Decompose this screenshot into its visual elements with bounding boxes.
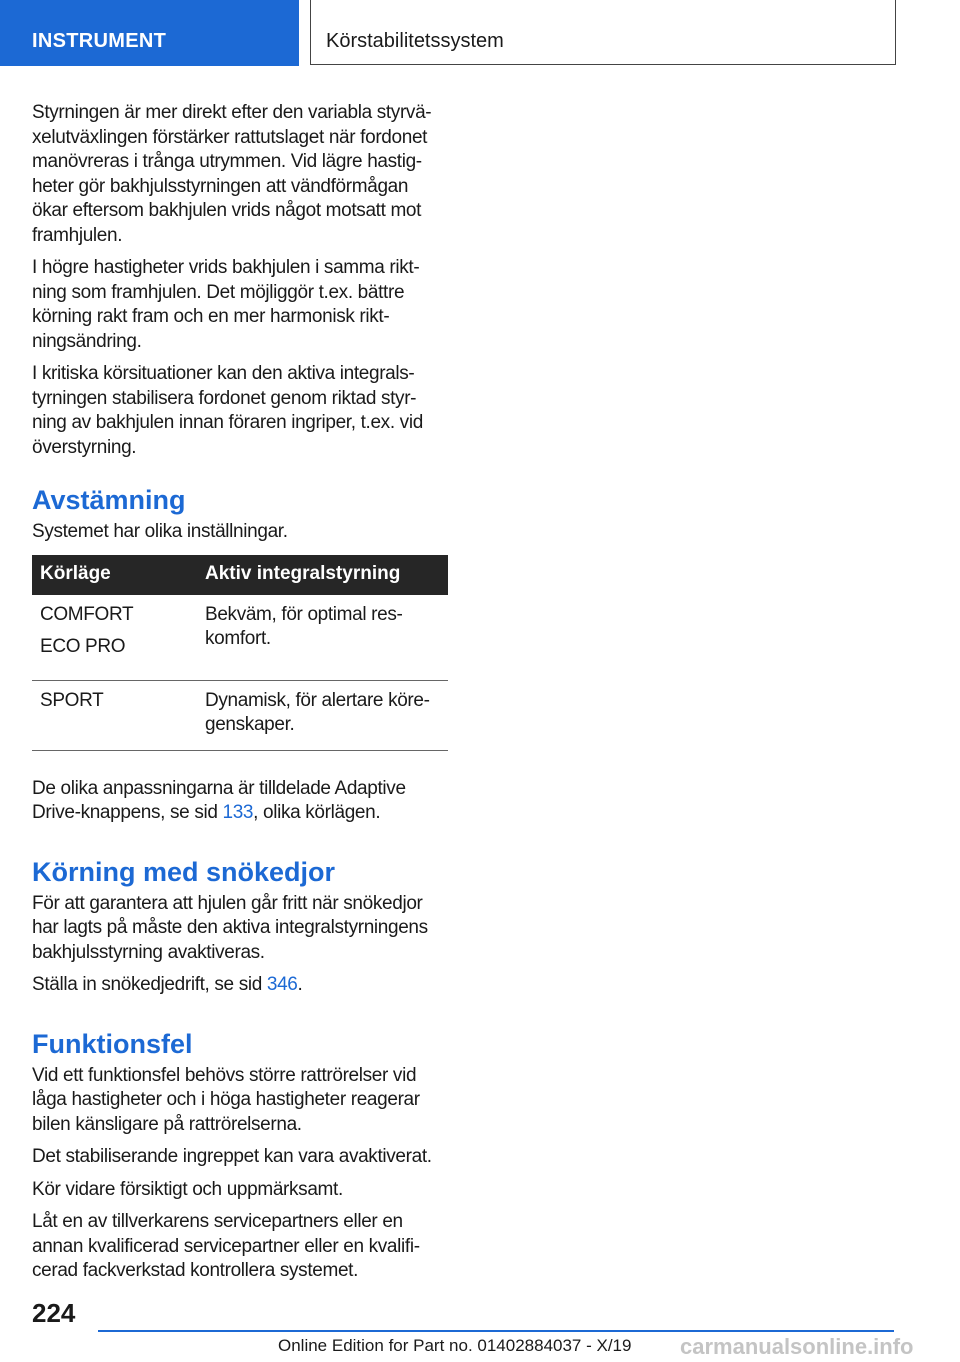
fault-paragraph-1: Vid ett funktionsfel behövs större rattrörelser vid låga hastigheter och i höga hastigheter reagerar bilen känsligare på rattrörelserna. (32, 1064, 420, 1135)
table-row (32, 595, 448, 681)
snow-text-end: . (297, 974, 303, 995)
intro-paragraph-1: Styrningen är mer direkt efter den variabla styrvä-xelutväxlingen förstärker rattutslaget när fordonet manövreras i trånga utrymmen. Vid lägre hastig-heter gör bakhjulsstyrningen att vändförmågan ökar eftersom bakhjulen vrids något motsatt mot framhjulen. (32, 102, 432, 246)
watermark: carmanualsonline.info (680, 1334, 914, 1359)
tuning-intro: Systemet har olika inställningar. (32, 521, 288, 542)
table-row (32, 680, 448, 750)
snow-text: Ställa in snökedjedrift, se sid (32, 974, 267, 995)
tuning-after-paragraph (32, 777, 448, 826)
tuning-after-text: De olika anpassningarna är tilldelade Adaptive Drive-knappens, se sid (32, 777, 406, 823)
heading-malfunction: Funktionsfel (32, 1028, 193, 1059)
main-content (32, 101, 448, 1292)
page-footer (0, 1290, 960, 1362)
column-header-mode: Körläge (32, 555, 197, 595)
snow-paragraph-1: För att garantera att hjulen går fritt när snökedjor har lagts på måste den aktiva integralstyrningens bakhjulsstyrning avaktiveras. (32, 892, 428, 963)
intro-paragraph-3: I kritiska körsituationer kan den aktiva integrals-tyrningen stabilisera fordonet genom riktad styr-ning av bakhjulen innan föraren ingriper, t.ex. vid överstyrning. (32, 363, 423, 458)
edition-text: Online Edition for Part no. 01402884037 - X/19 (278, 1336, 632, 1355)
footer-divider (98, 1330, 894, 1332)
page-number: 224 (32, 1298, 76, 1328)
column-header-steering: Aktiv integralstyrning (197, 555, 448, 595)
mode-cell (32, 595, 197, 681)
page-header (0, 0, 960, 66)
chapter-title: Körstabilitetssystem (310, 0, 896, 65)
heading-snow-chains: Körning med snökedjor (32, 856, 336, 887)
mode-cell (32, 680, 197, 750)
tuning-after-text-end: , olika körlägen. (253, 802, 381, 823)
fault-paragraph-2: Det stabiliserande ingreppet kan vara avaktiverat. (32, 1146, 432, 1167)
page-link-346[interactable]: 346 (266, 974, 298, 995)
heading-tuning: Avstämning (32, 485, 186, 515)
mode-eco-pro: ECO PRO (40, 636, 126, 657)
page-link-133[interactable]: 133 (222, 802, 254, 823)
description-cell: Dynamisk, för alertare köre-genskaper. (197, 680, 448, 750)
drive-mode-table (32, 555, 448, 751)
fault-paragraph-4: Låt en av tillverkarens servicepartners eller en annan kvalificerad servicepartner eller en kvalifi-cerad fackverkstad kontrollera systemet. (32, 1211, 420, 1281)
description-cell: Bekväm, för optimal res-komfort. (197, 595, 448, 681)
snow-paragraph-2 (32, 973, 448, 998)
table-header-row (32, 555, 448, 595)
intro-paragraph-2: I högre hastigheter vrids bakhjulen i samma rikt-ning som framhjulen. Det möjliggör t.ex. bättre körning rakt fram och en mer harmonisk rikt-ningsändring. (32, 257, 420, 352)
mode-comfort: COMFORT (40, 603, 134, 625)
mode-sport: SPORT (40, 689, 104, 711)
fault-paragraph-3: Kör vidare försiktigt och uppmärksamt. (32, 1178, 343, 1200)
section-tab: INSTRUMENT (0, 0, 299, 66)
